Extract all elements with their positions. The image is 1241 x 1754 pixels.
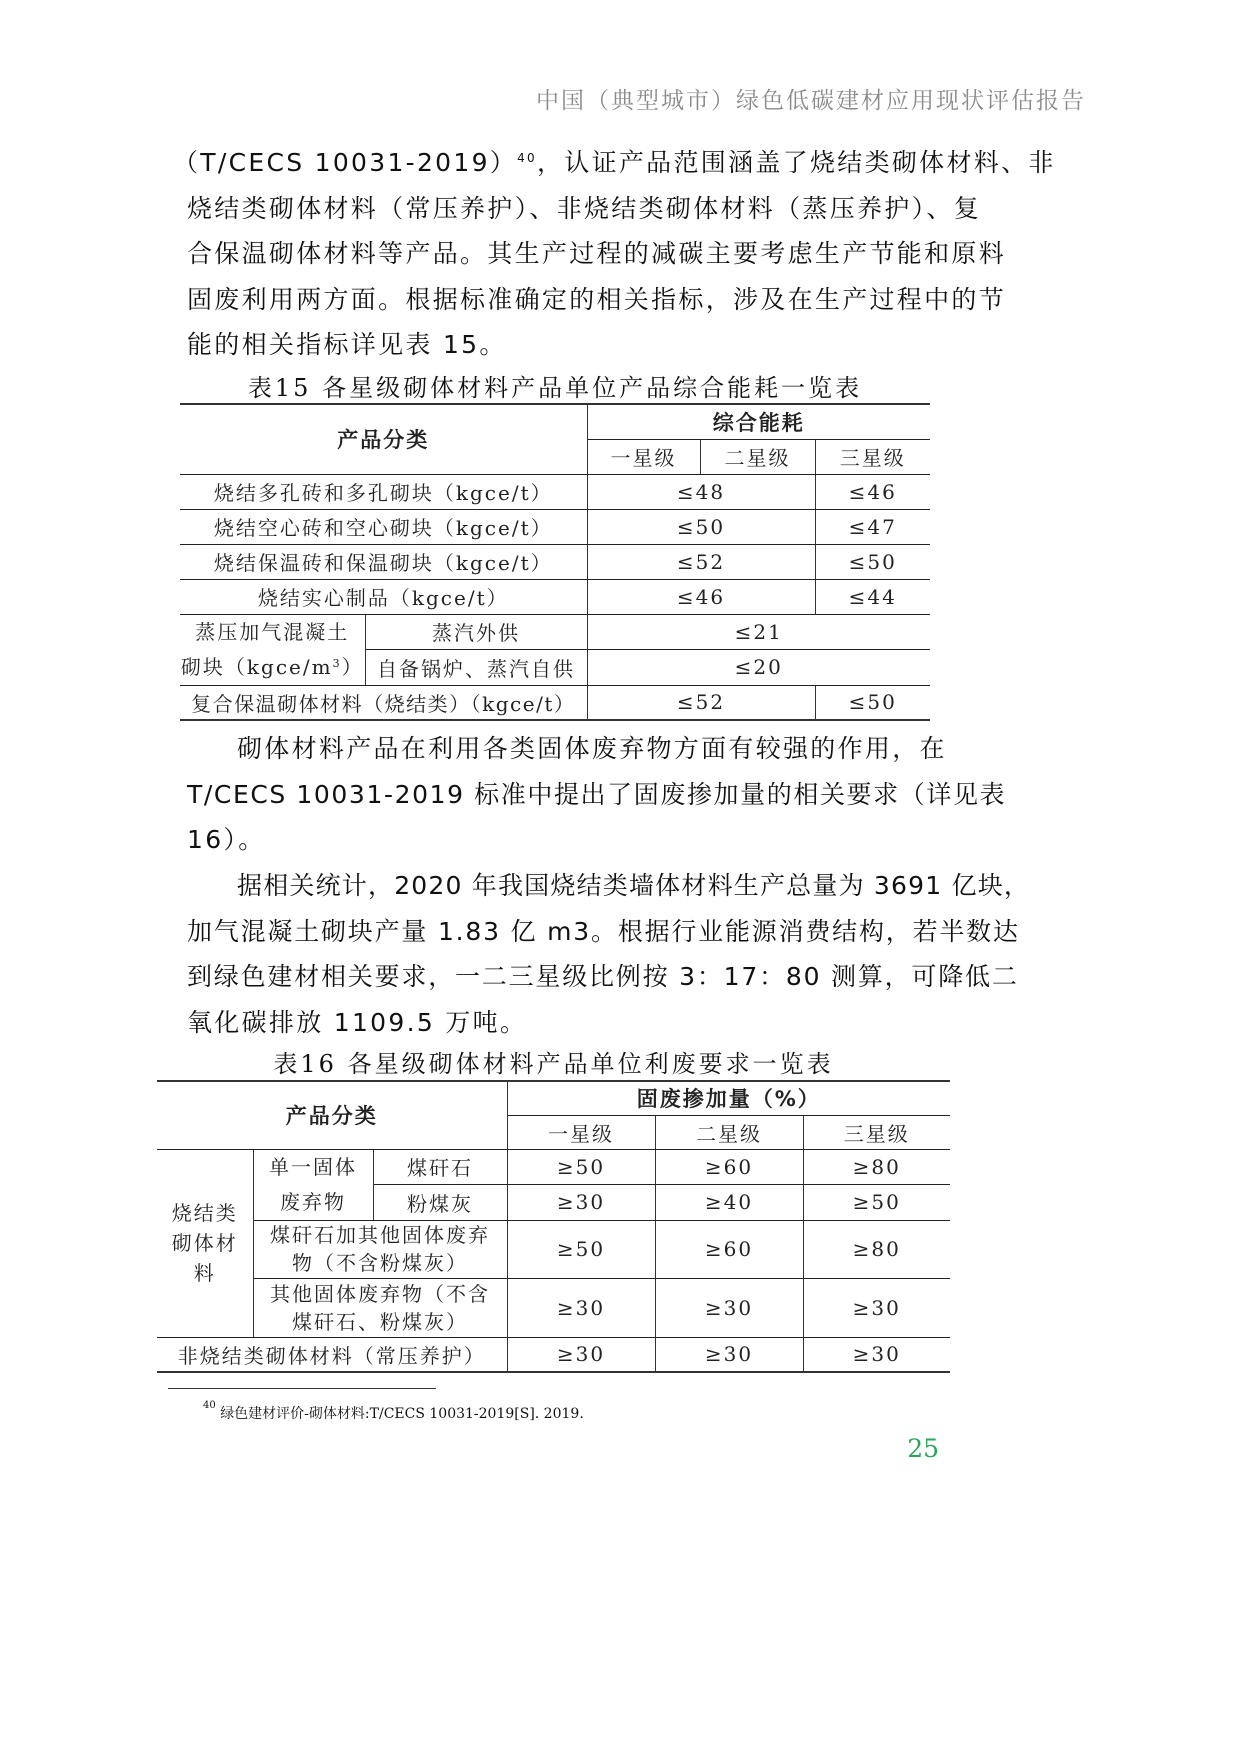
row-name — [253, 1278, 507, 1337]
level-1-header: 一星级 — [507, 1115, 655, 1149]
table-15 — [180, 403, 930, 721]
table-16 — [157, 1080, 950, 1373]
value-level-3: ≤50 — [815, 544, 930, 579]
value-level-3: ≤47 — [815, 509, 930, 544]
aac-line-2 — [181, 655, 364, 679]
value-level-2: ≥40 — [655, 1185, 803, 1221]
footnote-ref[interactable]: 40 — [517, 151, 537, 165]
row-name: 煤矸石 — [373, 1149, 507, 1185]
paragraph-2 — [187, 726, 1057, 863]
text-line: 能的相关指标详见表 15。 — [187, 330, 507, 359]
value-level-1: ≥50 — [507, 1149, 655, 1185]
col-header-category: 产品分类 — [157, 1081, 507, 1149]
row-name: 粉煤灰 — [373, 1185, 507, 1221]
value-level-1-2: ≤50 — [587, 509, 815, 544]
col-header-category: 产品分类 — [180, 404, 587, 474]
group-line: 单一固体 — [269, 1154, 357, 1179]
table-row — [157, 1220, 950, 1278]
value-level-3: ≤46 — [815, 474, 930, 509]
sub-row-name: 自备锅炉、蒸汽自供 — [365, 650, 587, 686]
value-level-2: ≥60 — [655, 1220, 803, 1278]
text-line: 加气混凝土砌块产量 1.83 亿 m3。根据行业能源消费结构，若半数达 — [187, 916, 1020, 946]
level-2-header: 二星级 — [700, 439, 815, 474]
level-3-header: 三星级 — [803, 1115, 950, 1149]
row-name: 烧结空心砖和空心砌块（kgce/t） — [180, 509, 587, 544]
text-line: 据相关统计，2020 年我国烧结类墙体材料生产总量为 3691 亿块， — [237, 871, 1031, 900]
text-line: 砌体材料产品在利用各类固体废弃物方面有较强的作用，在 — [237, 734, 947, 763]
paragraph-1 — [173, 140, 1057, 368]
group-single-waste — [253, 1149, 373, 1220]
row-name: 复合保温砌体材料（烧结类）（kgce/t） — [180, 685, 587, 720]
table-row — [157, 1337, 950, 1372]
value-level-1: ≥30 — [507, 1278, 655, 1337]
value-level-3: ≥80 — [803, 1220, 950, 1278]
value-level-1-2: ≤48 — [587, 474, 815, 509]
table-row — [180, 685, 930, 720]
group-line: 料 — [193, 1261, 216, 1285]
paragraph-3 — [187, 863, 1057, 1045]
text-line: 16）。 — [187, 825, 266, 854]
text-span: 砌块（kgce/m — [180, 654, 333, 679]
row-name: 非烧结类砌体材料（常压养护） — [157, 1337, 507, 1372]
level-3-header: 三星级 — [815, 439, 930, 474]
text-line — [173, 140, 1057, 186]
footnote-text: 绿色建材评价-砌体材料:T/CECS 10031-2019[S]. 2019. — [220, 1406, 584, 1422]
superscript: 3 — [332, 656, 342, 670]
table-row — [180, 614, 930, 650]
text-line: 烧结类砌体材料（常压养护）、非烧结类砌体材料（蒸压养护）、复 — [187, 193, 982, 223]
group-line: 砌体材 — [171, 1231, 238, 1255]
row-name-line: 煤矸石、粉煤灰） — [292, 1309, 468, 1334]
group-sintered-masonry — [157, 1149, 253, 1337]
table-row — [157, 1149, 950, 1185]
value-level-1: ≥50 — [507, 1220, 655, 1278]
value-level-3: ≥80 — [803, 1149, 950, 1185]
aac-line-1: 蒸压加气混凝土 — [195, 619, 350, 644]
value-level-1-2: ≤52 — [587, 685, 815, 720]
group-line: 烧结类 — [171, 1201, 238, 1225]
text-span: （T/CECS 10031-2019） — [173, 148, 518, 177]
value-level-3: ≥50 — [803, 1185, 950, 1221]
text-line: 固废利用两方面。根据标准确定的相关指标，涉及在生产过程中的节 — [187, 284, 1007, 314]
text-line: 合保温砌体材料等产品。其生产过程的减碳主要考虑生产节能和原料 — [187, 239, 1007, 268]
value-level-3: ≥30 — [803, 1337, 950, 1372]
table15-caption: 表15 各星级砌体材料产品单位产品综合能耗一览表 — [247, 374, 863, 402]
value-level-1-2: ≤52 — [587, 544, 815, 579]
table16-caption: 表16 各星级砌体材料产品单位利废要求一览表 — [273, 1050, 834, 1078]
footnote-number: 40 — [203, 1400, 216, 1411]
group-line: 废弃物 — [280, 1189, 346, 1214]
value-level-2: ≥30 — [655, 1337, 803, 1372]
running-header: 中国（典型城市）绿色低碳建材应用现状评估报告 — [536, 88, 1086, 114]
page-number: 25 — [907, 1434, 939, 1463]
table-row — [180, 509, 930, 544]
footnote-divider — [168, 1388, 436, 1389]
value-level-1-2: ≤46 — [587, 579, 815, 614]
value-level-1: ≥30 — [507, 1185, 655, 1221]
row-name-line: 物（不含粉煤灰） — [292, 1251, 468, 1275]
col-header-energy: 综合能耗 — [587, 404, 930, 439]
table-row — [157, 1278, 950, 1337]
level-2-header: 二星级 — [655, 1115, 803, 1149]
value-level-2: ≥30 — [655, 1278, 803, 1337]
value-all-levels: ≤21 — [587, 614, 930, 650]
row-name: 烧结实心制品（kgce/t） — [180, 579, 587, 614]
value-level-3: ≤44 — [815, 579, 930, 614]
value-level-1: ≥30 — [507, 1337, 655, 1372]
value-all-levels: ≤20 — [587, 650, 930, 686]
text-line: 到绿色建材相关要求，一二三星级比例按 3：17：80 测算，可降低二 — [187, 962, 1019, 991]
text-span: ） — [341, 654, 364, 679]
row-name: 烧结多孔砖和多孔砌块（kgce/t） — [180, 474, 587, 509]
level-1-header: 一星级 — [587, 439, 700, 474]
row-name: 烧结保温砖和保温砌块（kgce/t） — [180, 544, 587, 579]
value-level-2: ≥60 — [655, 1149, 803, 1185]
text-line: T/CECS 10031-2019 标准中提出了固废掺加量的相关要求（详见表 — [187, 779, 1007, 809]
footnote — [203, 1400, 584, 1423]
table-row — [180, 474, 930, 509]
value-level-3: ≥30 — [803, 1278, 950, 1337]
row-name — [253, 1220, 507, 1278]
table-row — [180, 579, 930, 614]
value-level-3: ≤50 — [815, 685, 930, 720]
text-span: ，认证产品范围涵盖了烧结类砌体材料、非 — [536, 148, 1056, 177]
row-name-line: 其他固体废弃物（不含 — [270, 1281, 490, 1306]
col-header-waste: 固废掺加量（%） — [507, 1081, 950, 1115]
table-row — [180, 544, 930, 579]
text-line: 氧化碳排放 1109.5 万吨。 — [187, 1007, 528, 1037]
row-name-aac — [180, 614, 365, 685]
sub-row-name: 蒸汽外供 — [365, 614, 587, 650]
row-name-line: 煤矸石加其他固体废弃 — [270, 1223, 490, 1247]
